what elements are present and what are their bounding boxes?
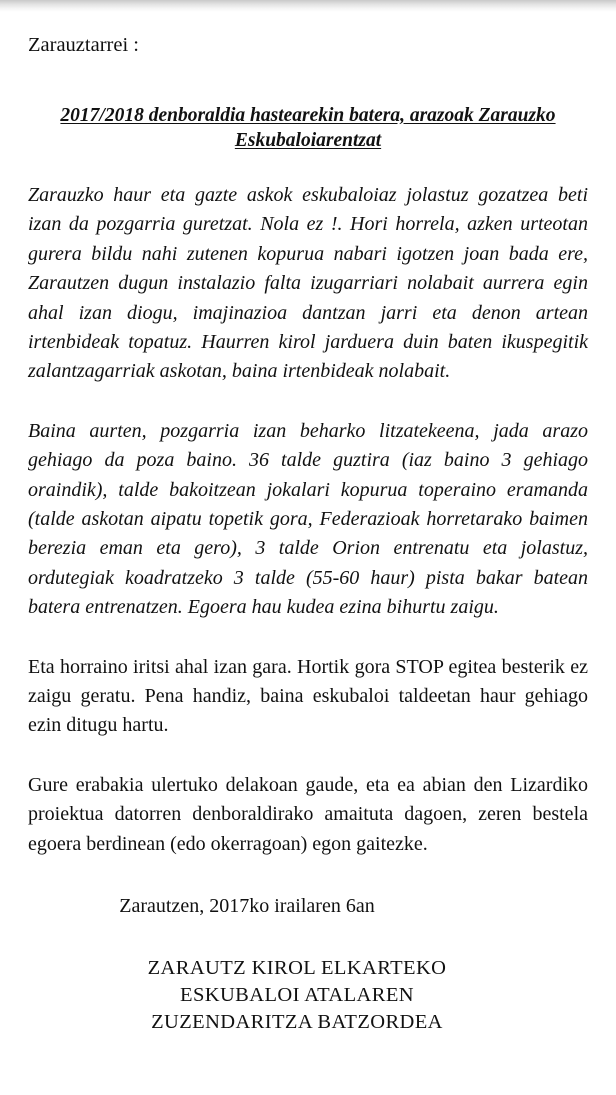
greeting-line: Zarauztarrei : xyxy=(28,34,139,56)
signature-line-1: ZARAUTZ KIROL ELKARTEKO xyxy=(147,956,447,979)
document-content xyxy=(28,0,588,1037)
title-line-1: 2017/2018 denboraldia hastearekin batera, arazoak Zarauzko xyxy=(60,104,556,126)
signature-line-3: ZUZENDARITZA BATZORDEA xyxy=(151,1011,443,1034)
signature-block xyxy=(28,955,588,1037)
title-line-2: Eskubaloiarentzat xyxy=(234,130,382,152)
signature-line-2: ESKUBALOI ATALAREN xyxy=(180,984,414,1007)
document-title xyxy=(28,103,588,154)
body-paragraph-4: Gure erabakia ulertuko delakoan gaude, eta ea abian den Lizardiko proiektua datorren denboraldirako amaituta dagoen, zeren bestela egoera berdinean (edo okerragoan) egon gaitezke. xyxy=(28,773,588,855)
body-paragraph-2: Baina aurten, pozgarria izan beharko litzatekeena, jada arazo gehiago da poza baino. 36 talde guztira (iaz baino 3 gehiago oraindik), talde bakoitzean jokalari kopurua toperaino eramanda (talde askotan aipatu topetik gora, Federazioak horretarako baimen berezia eman eta gero), 3 talde Orion entrenatu eta jolastuz, ordutegiak koadratzeko 3 talde (55-60 haur) pista bakar batean batera entrenatzen. Egoera hau kudea ezina bihurtu zaigu. xyxy=(28,419,588,619)
body-paragraph-3: Eta horraino iritsi ahal izan gara. Hortik gora STOP egitea besterik ez zaigu geratu. Pena handiz, baina eskubaloi taldeetan haur gehiago ezin ditugu hartu. xyxy=(28,655,588,737)
date-line: Zarautzen, 2017ko irailaren 6an xyxy=(119,894,375,917)
body-paragraph-1: Zarauzko haur eta gazte askok eskubaloiaz jolastuz gozatzea beti izan da pozgarria guretzat. Nola ez !. Hori horrela, azken urteotan gurera bildu nahi zutenen kopurua nabari igotzen joan bada ere, Zarautzen dugun instalazio falta izugarriari nolabait aurrera egin ahal izan diogu, imajinazioa dantzan jarri eta denon artean irtenbideak topatuz. Haurren kirol jarduera duin baten ikuspegitik zalantzagarriak askotan, baina irtenbideak nolabait. xyxy=(28,184,588,383)
